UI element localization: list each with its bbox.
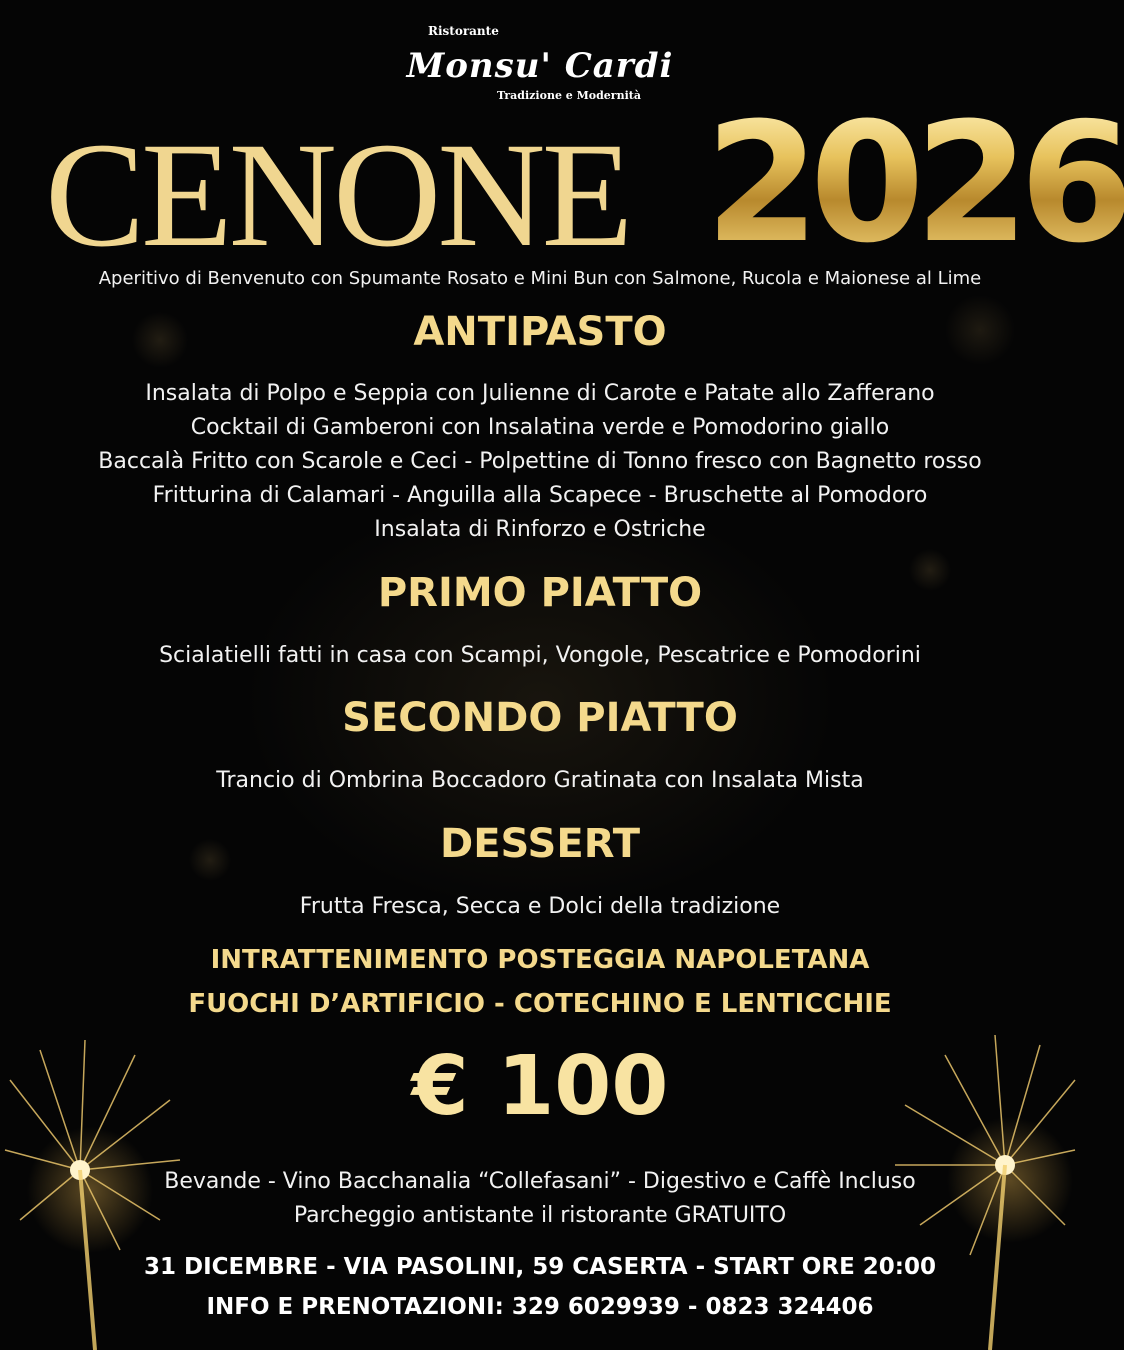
entertainment-line: INTRATTENIMENTO POSTEGGIA NAPOLETANA (210, 945, 870, 975)
includes-line: Parcheggio antistante il ristorante GRATUITO (293, 1203, 787, 1228)
heading-dessert: DESSERT (440, 821, 640, 867)
logo-ristorante-label: Ristorante (428, 24, 499, 38)
logo-restaurant-name: Monsu' Cardi (406, 46, 674, 86)
aperitivo-line: Aperitivo di Benvenuto con Spumante Rosato e Mini Bun con Salmone, Rucola e Maionese al Lime (98, 268, 982, 289)
menu-line: Insalata di Polpo e Seppia con Julienne di Carote e Patate allo Zafferano (145, 381, 935, 406)
contact-line: INFO E PRENOTAZIONI: 329 6029939 - 0823 324406 (206, 1294, 874, 1320)
menu-line: Insalata di Rinforzo e Ostriche (374, 517, 706, 542)
price: € 100 (411, 1039, 669, 1134)
includes-block (0, 1165, 1080, 1233)
heading-secondo-piatto: SECONDO PIATTO (342, 695, 738, 741)
antipasto-list (0, 377, 1080, 547)
title-year: 2026 (705, 87, 1124, 279)
menu-line: Trancio di Ombrina Boccadoro Gratinata con Insalata Mista (216, 768, 864, 793)
heading-antipasto: ANTIPASTO (413, 309, 667, 355)
menu-line: Fritturina di Calamari - Anguilla alla Scapece - Bruschette al Pomodoro (152, 483, 928, 508)
heading-primo-piatto: PRIMO PIATTO (377, 570, 703, 616)
menu-line: Cocktail di Gamberoni con Insalatina verde e Pomodorino giallo (190, 415, 890, 440)
menu-line: Scialatielli fatti in casa con Scampi, Vongole, Pescatrice e Pomodorini (159, 643, 921, 668)
event-details-line: 31 DICEMBRE - VIA PASOLINI, 59 CASERTA - START ORE 20:00 (144, 1254, 936, 1280)
menu-line: Baccalà Fritto con Scarole e Ceci - Polpettine di Tonno fresco con Bagnetto rosso (98, 449, 982, 474)
includes-line: Bevande - Vino Bacchanalia “Collefasani” - Digestivo e Caffè Incluso (164, 1169, 916, 1194)
entertainment-line: FUOCHI D’ARTIFICIO - COTECHINO E LENTICCHIE (188, 989, 892, 1019)
entertainment-block (0, 938, 1080, 1026)
title-cenone: CENONE (45, 112, 630, 278)
menu-line: Frutta Fresca, Secca e Dolci della tradizione (299, 894, 781, 919)
logo-tagline: Tradizione e Modernità (497, 89, 641, 102)
